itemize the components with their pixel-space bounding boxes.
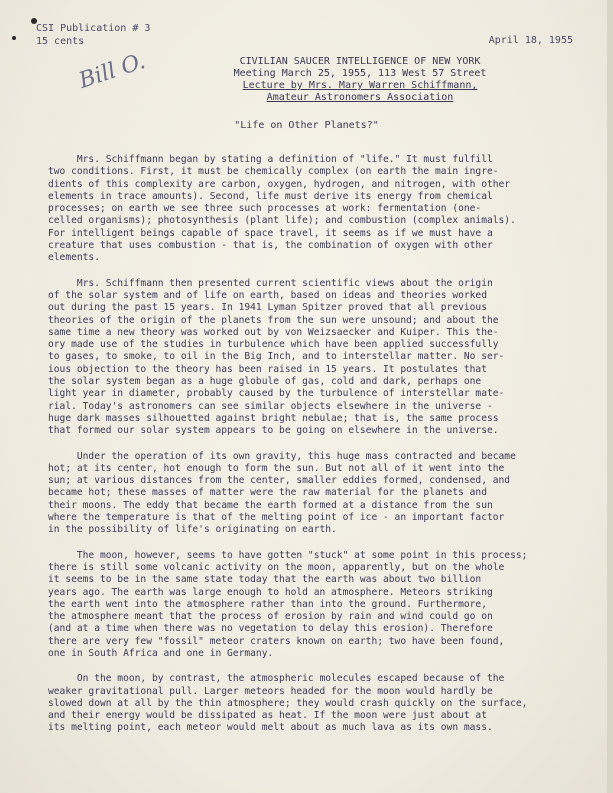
paragraph-line: there is still some volcanic activity on the moon, apparently, but on the whole xyxy=(48,561,505,573)
punch-mark xyxy=(12,36,16,40)
paragraph-line: celled organisms); photosynthesis (plant life); and combustion (complex animals). xyxy=(48,215,516,227)
paragraph-line: it seems to be in the same state today that the earth was about two billion xyxy=(48,574,482,586)
paragraph-line: ory made use of the studies in turbulence which have been applied successfully xyxy=(48,339,499,351)
paragraph-line: Mrs. Schiffmann then presented current scientific views about the origin xyxy=(48,277,493,289)
body-paragraph xyxy=(48,673,568,734)
paragraph-line: huge dark masses silhouetted against bright nebulae; that is, the same process xyxy=(48,412,499,424)
paragraph-line: theories of the origin of the planets from the sun were unsound; and about the xyxy=(48,314,499,326)
paragraph-line: weaker gravitational pull. Larger meteors headed for the moon would hardly be xyxy=(48,685,493,697)
document-body xyxy=(48,154,568,748)
paragraph-line: that formed our solar system appears to be going on elsewhere in the universe. xyxy=(48,425,499,437)
body-paragraph xyxy=(48,278,568,438)
paragraph-line: the earth went into the atmosphere rather than into the ground. Furthermore, xyxy=(48,598,487,610)
paragraph-line: in the possibility of life's originating on earth. xyxy=(48,524,337,536)
paragraph-line: The moon, however, seems to have gotten "stuck" at some point in this process; xyxy=(48,549,528,561)
paragraph-line: there are very few "fossil" meteor craters known on earth; two have been found, xyxy=(48,635,505,647)
body-paragraph xyxy=(48,550,568,661)
lecturer-info: Lecture by Mrs. Mary Warren Schiffmann, xyxy=(242,80,478,91)
paragraph-line: their moons. The eddy that became the earth formed at a distance from the sun xyxy=(48,499,493,511)
body-paragraph xyxy=(48,451,568,537)
paragraph-line: hot; at its center, hot enough to form the sun. But not all of it went into the xyxy=(48,462,505,474)
publication-info xyxy=(36,22,150,48)
paragraph-line: elements. xyxy=(48,252,100,264)
paragraph-line: where the temperature is that of the melting point of ice - an important factor xyxy=(48,512,505,524)
paragraph-line: became hot; these masses of matter were the raw material for the planets and xyxy=(48,487,487,499)
page-edge xyxy=(607,0,613,793)
meeting-info: Meeting March 25, 1955, 113 West 57 Street xyxy=(233,68,487,79)
paragraph-line: light year in diameter, probably caused by the turbulence of interstellar mate- xyxy=(48,388,505,400)
paragraph-line: of the solar system and of life on earth, based on ideas and theories worked xyxy=(48,289,487,301)
document-date: April 18, 1955 xyxy=(488,35,573,46)
publication-number: CSI Publication # 3 xyxy=(36,23,151,34)
organization-name: CIVILIAN SAUCER INTELLIGENCE OF NEW YORK xyxy=(239,56,481,67)
paragraph-line: (and at a time when there was no vegetation to delay this erosion). Therefore xyxy=(48,623,493,635)
paragraph-line: rial. Today's astronomers can see similar objects elsewhere in the universe - xyxy=(48,400,493,412)
paragraph-line: the atmosphere meant that the process of erosion by rain and wind could go on xyxy=(48,611,493,623)
paragraph-line: the solar system began as a huge globule of gas, cold and dark, perhaps one xyxy=(48,376,482,388)
paragraph-line: processes; on earth we see three such processes at work: fermentation (one- xyxy=(48,203,482,215)
talk-title: "Life on Other Planets?" xyxy=(234,120,379,131)
handwritten-signature: Bill O. xyxy=(76,48,149,94)
paragraph-line: years ago. The earth was large enough to hold an atmosphere. Meteors striking xyxy=(48,586,493,598)
paragraph-line: creature that uses combustion - that is, the combination of oxygen with other xyxy=(48,240,493,252)
paragraph-line: its melting point, each meteor would melt about as much lava as its own mass. xyxy=(48,722,493,734)
paragraph-line: two conditions. First, it must be chemically complex (on earth the main ingre- xyxy=(48,166,499,178)
association-name: Amateur Astronomers Association xyxy=(266,92,454,103)
paragraph-line: one in South Africa and one in Germany. xyxy=(48,647,274,659)
paragraph-line: On the moon, by contrast, the atmospheric molecules escaped because of the xyxy=(48,673,505,685)
paragraph-line: out during the past 15 years. In 1941 Lyman Spitzer proved that all previous xyxy=(48,302,487,314)
paragraph-line: dients of this complexity are carbon, oxygen, hydrogen, and nitrogen, with other xyxy=(48,178,511,190)
paragraph-line: Mrs. Schiffmann began by stating a definition of "life." It must fulfill xyxy=(48,154,493,165)
paragraph-line: Under the operation of its own gravity, this huge mass contracted and became xyxy=(48,450,516,462)
paragraph-line: slowed down at all by the thin atmosphere; they would crash quickly on the surface, xyxy=(48,697,528,709)
paragraph-line: sun; at various distances from the center, smaller eddies formed, condensed, and xyxy=(48,475,511,487)
paragraph-line: to gases, to smoke, to oil in the Big Inch, and to interstellar matter. No ser- xyxy=(48,351,505,363)
paragraph-line: ious objection to the theory has been raised in 15 years. It postulates that xyxy=(48,363,487,375)
body-paragraph xyxy=(48,154,568,265)
paragraph-line: and their energy would be dissipated as heat. If the moon were just about at xyxy=(48,710,487,722)
paragraph-line: elements in trace amounts). Second, life must derive its energy from chemical xyxy=(48,190,493,202)
document-header xyxy=(170,56,550,104)
paragraph-line: For intelligent beings capable of space travel, it seems as if we must have a xyxy=(48,227,493,239)
publication-price: 15 cents xyxy=(36,36,85,47)
paragraph-line: same time a new theory was worked out by von Weizsaecker and Kuiper. This the- xyxy=(48,326,499,338)
